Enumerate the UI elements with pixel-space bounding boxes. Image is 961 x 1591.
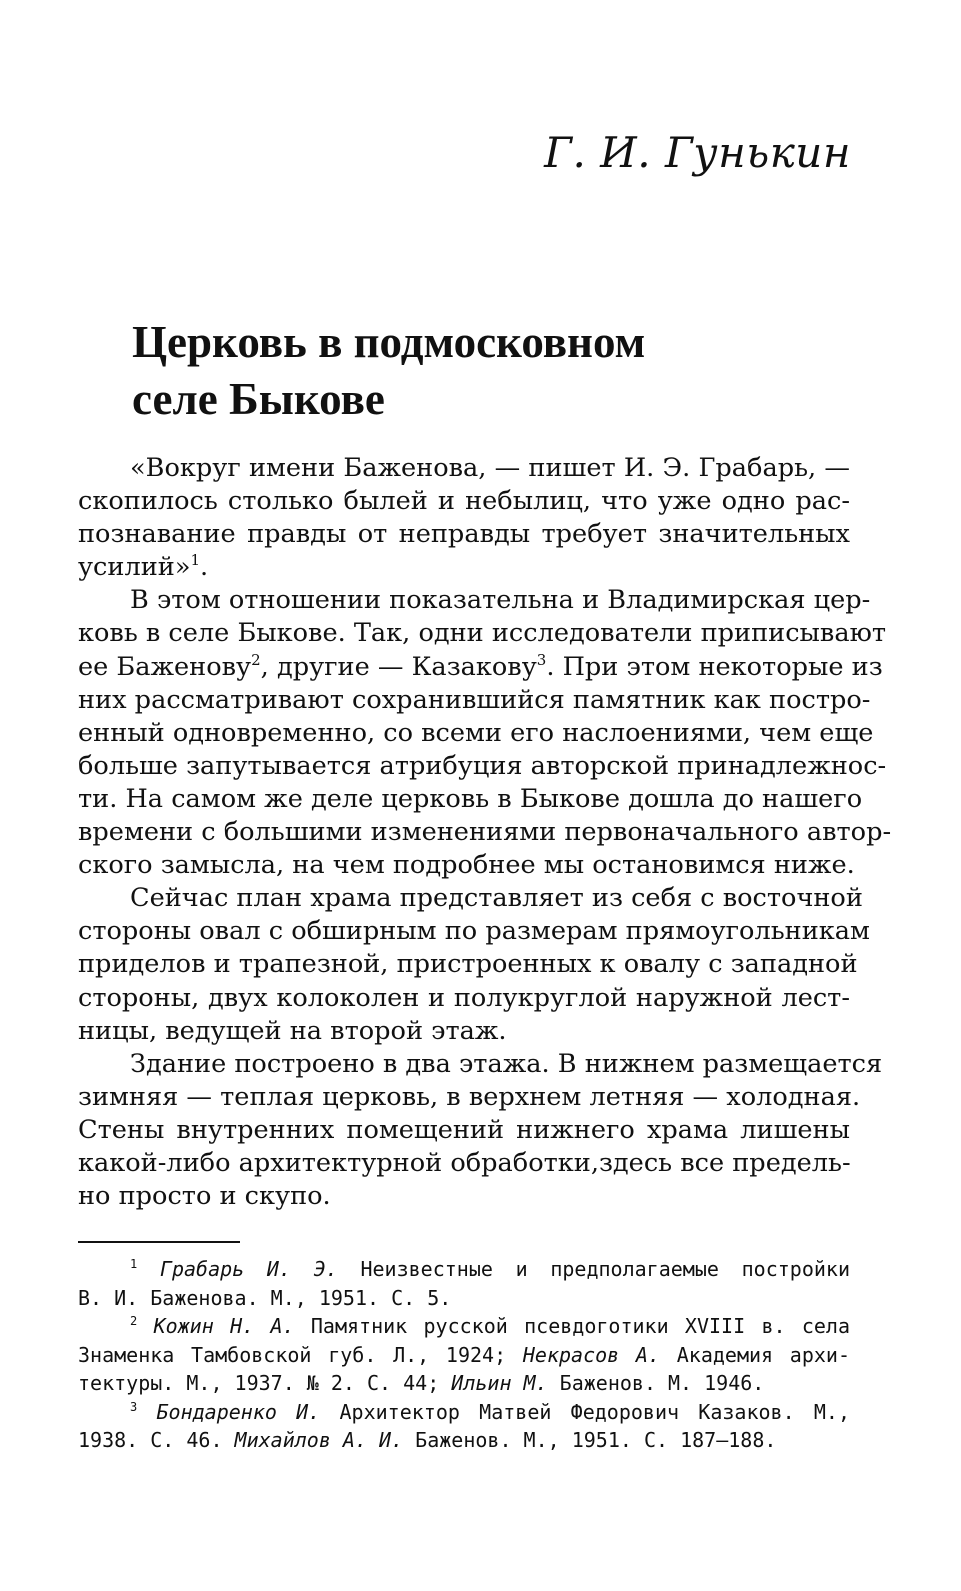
footnote-author: Бондаренко И. bbox=[156, 1399, 321, 1424]
text-line: них рассматривают сохранившийся памятник как постро- bbox=[78, 684, 871, 715]
title-line-2: селе Быкове bbox=[132, 374, 385, 424]
footnote-3: $^3$ Бондаренко И. Архитектор Матвей Федорович Казаков. М., bbox=[130, 1399, 850, 1424]
footnote-line: тектуры. М., 1937. № 2. С. 44; Ильин М. Баженов. М. 1946. bbox=[78, 1371, 765, 1395]
footnote-author: Грабарь И. Э. bbox=[159, 1257, 338, 1281]
footnotes bbox=[78, 1255, 850, 1455]
text-line: енный одновременно, со всеми его наслоениями, чем еще bbox=[78, 717, 874, 748]
text-line: ницы, ведущей на второй этаж. bbox=[78, 1015, 507, 1046]
text-line: В этом отношении показательна и Владимирская цер- bbox=[130, 585, 871, 616]
text-line: Стены внутренних помещений нижнего храма лишены bbox=[78, 1114, 850, 1145]
text-line: стороны, двух колоколен и полукруглой наружной лест- bbox=[78, 982, 850, 1013]
footnote-line: В. И. Баженова. М., 1951. С. 5. bbox=[78, 1285, 452, 1310]
footnote-ref[interactable]: 2 bbox=[251, 650, 261, 669]
text-line: Здание построено в два этажа. В нижнем размещается bbox=[130, 1048, 883, 1079]
footnote-divider bbox=[78, 1241, 240, 1243]
author-name: Г. И. Гунькин bbox=[544, 128, 851, 177]
text-line: усилий»$^1$. bbox=[78, 551, 209, 583]
text-line: стороны овал с обширным по размерам прямоугольникам bbox=[78, 916, 870, 947]
text-line: какой-либо архитектурной обработки,здесь все предель- bbox=[78, 1147, 851, 1178]
footnote-2: $^2$ Кожин Н. А. Памятник русской псевдоготики XVIII в. села bbox=[130, 1314, 851, 1338]
text-line: ее Баженову$^2$, другие — Казакову$^3$. При этом некоторые из bbox=[78, 650, 883, 682]
text-line: Сейчас план храма представляет из себя с восточной bbox=[130, 883, 863, 914]
footnote-ref[interactable]: 1 bbox=[190, 551, 201, 570]
footnote-ref[interactable]: 3 bbox=[536, 650, 547, 669]
footnote-1: $^1$ Грабарь И. Э. Неизвестные и предполагаемые постройки bbox=[130, 1257, 850, 1281]
text-line: ского замысла, на чем подробнее мы остановимся ниже. bbox=[78, 850, 855, 881]
footnote-author: Некрасов А. bbox=[522, 1342, 661, 1367]
footnote-number: 2 bbox=[130, 1314, 138, 1328]
text-line: скопилось столько былей и небылиц, что уже одно рас- bbox=[78, 486, 850, 517]
article-title bbox=[132, 314, 645, 428]
footnote-author: Ильин М. bbox=[451, 1371, 548, 1395]
title-line-1: Церковь в подмосковном bbox=[132, 317, 646, 367]
text-line: «Вокруг имени Баженова, — пишет И. Э. Грабарь, — bbox=[130, 453, 850, 483]
text-line: больше запутывается атрибуция авторской принадлежнос- bbox=[78, 750, 887, 781]
article-body bbox=[78, 452, 892, 1213]
footnote-line: Знаменка Тамбовской губ. Л., 1924; Некрасов А. Академия архи- bbox=[78, 1342, 851, 1367]
text-line: ти. На самом же деле церковь в Быкове дошла до нашего bbox=[78, 783, 863, 814]
text-line: познавание правды от неправды требует значительных bbox=[78, 519, 850, 550]
text-line: но просто и скупо. bbox=[78, 1181, 331, 1212]
footnote-line: 1938. С. 46. Михайлов А. И. Баженов. М., 1951. С. 187–188. bbox=[78, 1428, 777, 1452]
footnote-author: Кожин Н. А. bbox=[153, 1314, 295, 1338]
text-line: времени с большими изменениями первоначального автор- bbox=[78, 817, 892, 848]
text-line: приделов и трапезной, пристроенных к овалу с западной bbox=[78, 949, 858, 980]
footnote-author: Михайлов А. И. bbox=[234, 1428, 404, 1452]
text-line: ковь в селе Быкове. Так, одни исследователи приписывают bbox=[78, 618, 887, 649]
text-line: зимняя — теплая церковь, в верхнем летняя — холодная. bbox=[78, 1081, 861, 1112]
footnote-number: 1 bbox=[130, 1257, 138, 1271]
footnote-number: 3 bbox=[130, 1399, 138, 1414]
